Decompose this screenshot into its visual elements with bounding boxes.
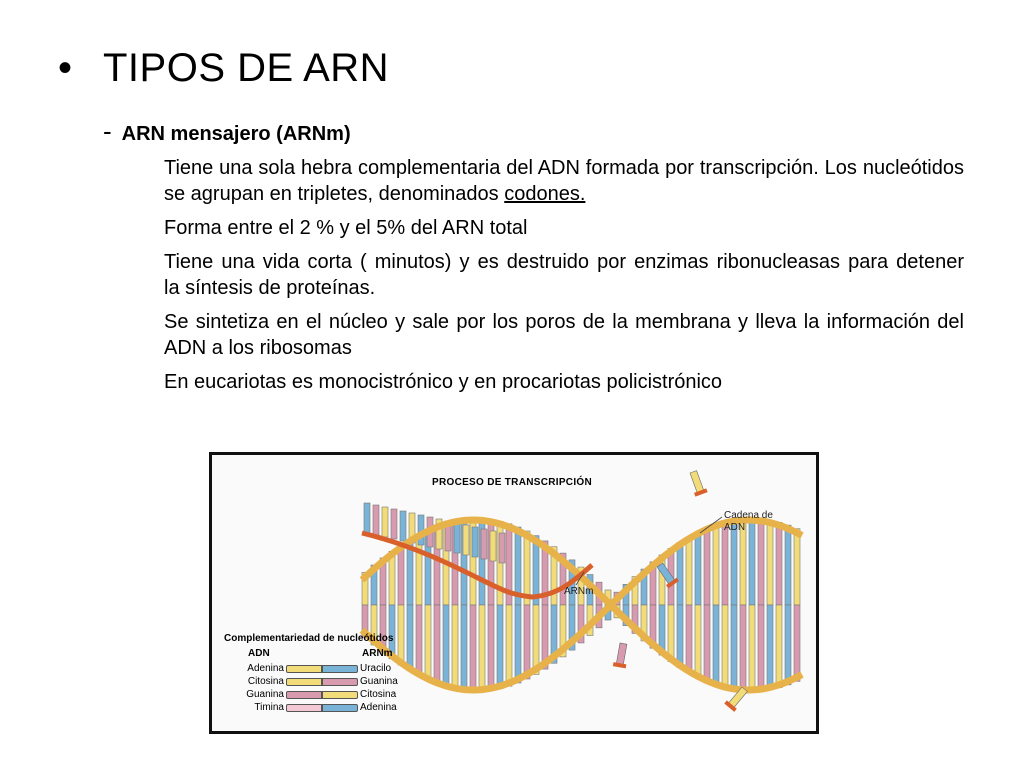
base-pair-rung xyxy=(785,525,791,605)
pair-mrna-bar xyxy=(322,704,358,712)
column-header-dna: ADN xyxy=(248,648,270,659)
title-bullet: • xyxy=(58,46,73,90)
base-pair-rung xyxy=(677,542,683,605)
pair-mrna-base: Citosina xyxy=(360,689,397,700)
nucleotide-pair-row xyxy=(212,663,432,675)
base-pair-rung xyxy=(776,522,782,605)
pair-mrna-base: Adenina xyxy=(360,702,397,713)
base-pair-rung xyxy=(704,605,710,682)
nucleotide-pair-row xyxy=(212,676,432,688)
subheading-dash: - xyxy=(103,116,112,146)
transcription-figure xyxy=(209,452,819,734)
pair-mrna-bar xyxy=(322,678,358,686)
paragraph-3: Tiene una vida corta ( minutos) y es destruido por enzimas ribonucleasas para detener la síntesis de proteínas. xyxy=(164,251,987,299)
pair-dna-bar xyxy=(286,678,322,686)
column-header-mrna: ARNm xyxy=(362,648,393,659)
pair-mrna-bar xyxy=(322,665,358,673)
base-pair-rung xyxy=(398,605,404,665)
base-pair-rung xyxy=(497,605,503,689)
mrna-label: ARNm xyxy=(564,586,594,597)
base-pair-rung xyxy=(407,605,413,671)
strand-base xyxy=(373,505,379,535)
free-nucleotide xyxy=(616,643,627,666)
base-pair-rung xyxy=(740,605,746,691)
slide-title: TIPOS DE ARN xyxy=(103,46,390,90)
complement-title: Complementariedad de nucleótidos xyxy=(224,633,394,644)
base-pair-rung xyxy=(488,605,494,690)
base-pair-rung xyxy=(758,605,764,691)
paragraph-1 xyxy=(164,155,964,207)
base-pair-rung xyxy=(794,605,800,681)
base-pair-rung xyxy=(785,605,791,685)
pair-dna-base: Timina xyxy=(254,702,284,713)
base-pair-rung xyxy=(524,605,530,679)
base-pair-rung xyxy=(695,532,701,605)
pair-dna-base: Guanina xyxy=(246,689,284,700)
base-pair-rung xyxy=(776,605,782,688)
pair-dna-bar xyxy=(286,665,322,673)
base-pair-rung xyxy=(461,605,467,691)
base-pair-rung xyxy=(722,522,728,605)
strand-base xyxy=(499,533,505,563)
base-pair-rung xyxy=(470,605,476,691)
base-pair-rung xyxy=(704,528,710,605)
base-pair-rung xyxy=(695,605,701,678)
base-pair-rung xyxy=(713,605,719,685)
base-pair-rung xyxy=(452,605,458,689)
pair-dna-base: Adenina xyxy=(247,663,284,674)
base-pair-rung xyxy=(479,605,485,691)
nucleotide-pair-row xyxy=(212,702,432,714)
base-pair-rung xyxy=(749,605,755,691)
strand-base xyxy=(481,529,487,559)
base-pair-rung xyxy=(713,525,719,605)
pair-mrna-base: Uracilo xyxy=(360,663,392,674)
pair-dna-bar xyxy=(286,691,322,699)
base-pair-rung xyxy=(515,605,521,683)
pair-dna-base: Citosina xyxy=(247,676,284,687)
base-pair-rung xyxy=(722,605,728,688)
paragraph-5: En eucariotas es monocistrónico y en procariotas policistrónico xyxy=(164,371,723,393)
paragraph-1-text: Tiene una sola hebra complementaria del ADN formada por transcripción. Los nucleótidos se agrupan en tripletes, denominados xyxy=(164,157,964,205)
base-pair-rung xyxy=(767,605,773,690)
strand-base xyxy=(400,511,406,541)
base-pair-rung xyxy=(677,605,683,668)
pair-mrna-base: Guanina xyxy=(360,676,398,687)
base-pair-rung xyxy=(434,605,440,684)
body-text xyxy=(164,155,987,403)
nucleotide-pair-row xyxy=(212,689,432,701)
subheading-text: ARN mensajero (ARNm) xyxy=(121,123,351,145)
pair-dna-bar xyxy=(286,704,322,712)
base-pair-rung xyxy=(686,605,692,673)
base-pair-rung xyxy=(794,529,800,605)
codones-term: codones. xyxy=(504,183,586,205)
base-pair-rung xyxy=(506,605,512,686)
base-pair-rung xyxy=(443,605,449,687)
paragraph-4: Se sintetiza en el núcleo y sale por los poros de la membrana y lleva la información del ADN a los ribosomas xyxy=(164,311,964,359)
strand-base xyxy=(364,503,370,533)
strand-base xyxy=(382,507,388,537)
strand-base xyxy=(454,523,460,553)
dna-strand-label: Cadena de ADN xyxy=(724,510,773,533)
strand-base xyxy=(463,525,469,555)
pair-mrna-bar xyxy=(322,691,358,699)
strand-base xyxy=(490,531,496,561)
subheading xyxy=(103,116,351,147)
paragraph-2: Forma entre el 2 % y el 5% del ARN total xyxy=(164,217,528,239)
base-pair-rung xyxy=(686,537,692,605)
strand-base xyxy=(472,527,478,557)
base-pair-rung xyxy=(731,605,737,690)
figure-title: PROCESO DE TRANSCRIPCIÓN xyxy=(432,477,592,488)
strand-base xyxy=(391,509,397,539)
base-pair-rung xyxy=(398,545,404,605)
